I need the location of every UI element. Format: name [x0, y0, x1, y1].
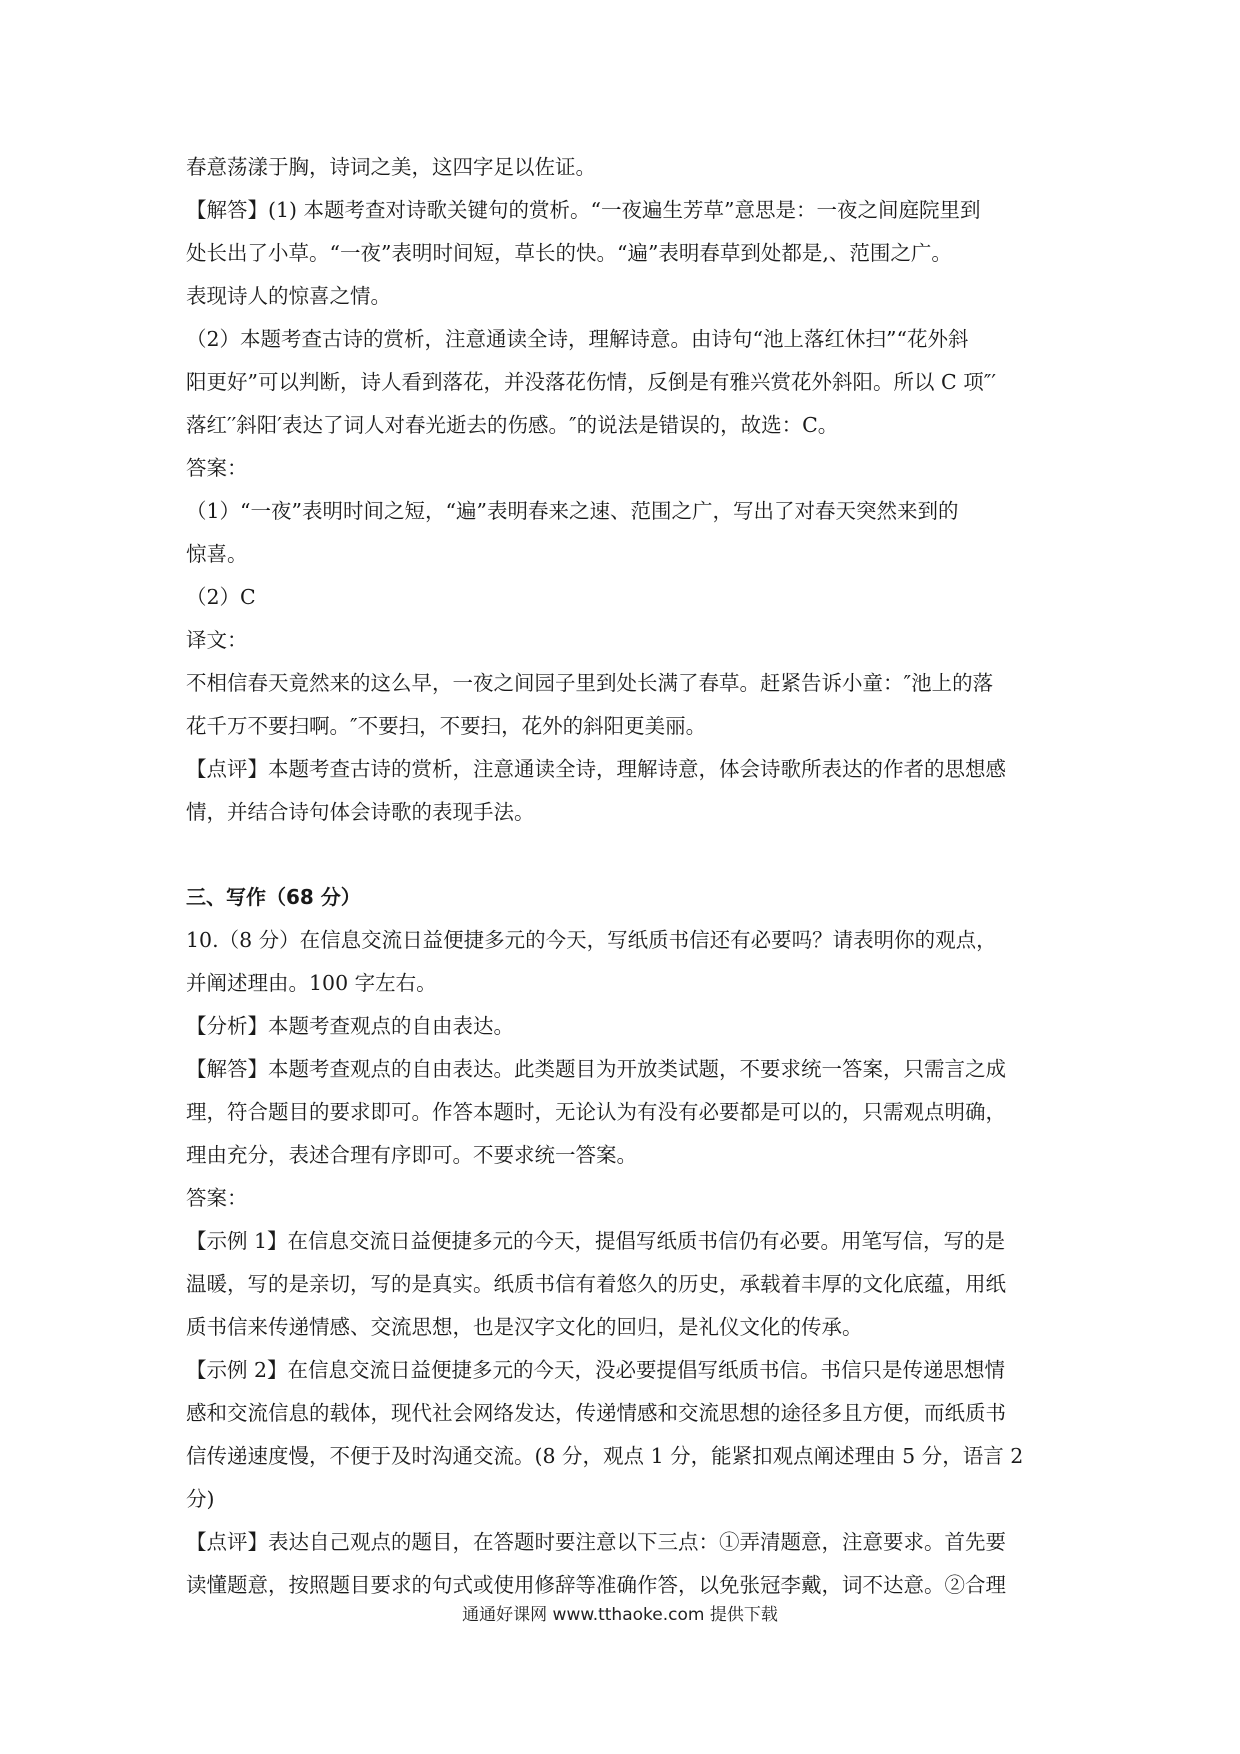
text-line: 【点评】表达自己观点的题目，在答题时要注意以下三点：①弄清题意，注意要求。首先要 [186, 1530, 1006, 1554]
text-line: 【解答】本题考查观点的自由表达。此类题目为开放类试题，不要求统一答案，只需言之成 [186, 1057, 1006, 1081]
section-heading: 三、写作（68 分） [186, 885, 361, 909]
text-line: 答案： [186, 456, 248, 480]
text-line: 信传递速度慢，不便于及时沟通交流。(8 分，观点 1 分，能紧扣观点阐述理由 5 分，语言 2 [186, 1444, 1024, 1468]
text-line: 处长出了小草。“一夜”表明时间短，草长的快。“遍”表明春草到处都是,、范围之广。 [186, 241, 952, 265]
text-line: 读懂题意，按照题目要求的句式或使用修辞等准确作答，以免张冠李戴，词不达意。②合理 [186, 1573, 1006, 1597]
text-line: 答案： [186, 1186, 248, 1210]
text-line: 译文： [186, 628, 248, 652]
page-footer: 通通好课网 www.tthaoke.com 提供下载 [462, 1605, 778, 1625]
text-line: （2）本题考查古诗的赏析，注意通读全诗，理解诗意。由诗句“池上落红休扫”“花外斜 [186, 327, 969, 351]
text-line: 分) [186, 1487, 215, 1511]
text-line: 春意荡漾于胸，诗词之美，这四字足以佐证。 [186, 155, 596, 179]
text-line: 【示例 2】在信息交流日益便捷多元的今天，没必要提倡写纸质书信。书信只是传递思想情 [186, 1358, 1006, 1382]
text-line: 【解答】(1) 本题考查对诗歌关键句的赏析。“一夜遍生芳草”意思是：一夜之间庭院里到 [186, 198, 981, 222]
text-line: 质书信来传递情感、交流思想，也是汉字文化的回归，是礼仪文化的传承。 [186, 1315, 863, 1339]
text-line: 阳更好”可以判断，诗人看到落花，并没落花伤情，反倒是有雅兴赏花外斜阳。所以 C 项″′ [186, 370, 997, 394]
text-line: 花千万不要扫啊。″不要扫，不要扫，花外的斜阳更美丽。 [186, 714, 707, 738]
text-line: 感和交流信息的载体，现代社会网络发达，传递情感和交流思想的途径多且方便，而纸质书 [186, 1401, 1006, 1425]
section-gap [186, 834, 1058, 876]
text-line: 表现诗人的惊喜之情。 [186, 284, 391, 308]
text-line: 不相信春天竟然来的这么早，一夜之间园子里到处长满了春草。赶紧告诉小童：″池上的落 [186, 671, 994, 695]
text-line: 【点评】本题考查古诗的赏析，注意通读全诗，理解诗意，体会诗歌所表达的作者的思想感 [186, 757, 1006, 781]
text-line: 温暖，写的是亲切，写的是真实。纸质书信有着悠久的历史，承载着丰厚的文化底蕴，用纸 [186, 1272, 1006, 1296]
question-line: 并阐述理由。100 字左右。 [186, 971, 437, 995]
text-line: 理由充分，表述合理有序即可。不要求统一答案。 [186, 1143, 637, 1167]
text-line: 【分析】本题考查观点的自由表达。 [186, 1014, 514, 1038]
text-line: 理，符合题目的要求即可。作答本题时，无论认为有没有必要都是可以的，只需观点明确， [186, 1100, 1006, 1124]
text-line: （2）C [186, 585, 256, 609]
text-line: 惊喜。 [186, 542, 248, 566]
text-line: 【示例 1】在信息交流日益便捷多元的今天，提倡写纸质书信仍有必要。用笔写信，写的是 [186, 1229, 1006, 1253]
question-line: 10.（8 分）在信息交流日益便捷多元的今天，写纸质书信还有必要吗？请表明你的观点， [186, 928, 997, 952]
text-line: （1）“一夜”表明时间之短，“遍”表明春来之速、范围之广，写出了对春天突然来到的 [186, 499, 959, 523]
document-body [186, 146, 1058, 1607]
text-line: 落红′′斜阳′表达了词人对春光逝去的伤感。″的说法是错误的，故选：C。 [186, 413, 839, 437]
text-line: 情，并结合诗句体会诗歌的表现手法。 [186, 800, 535, 824]
